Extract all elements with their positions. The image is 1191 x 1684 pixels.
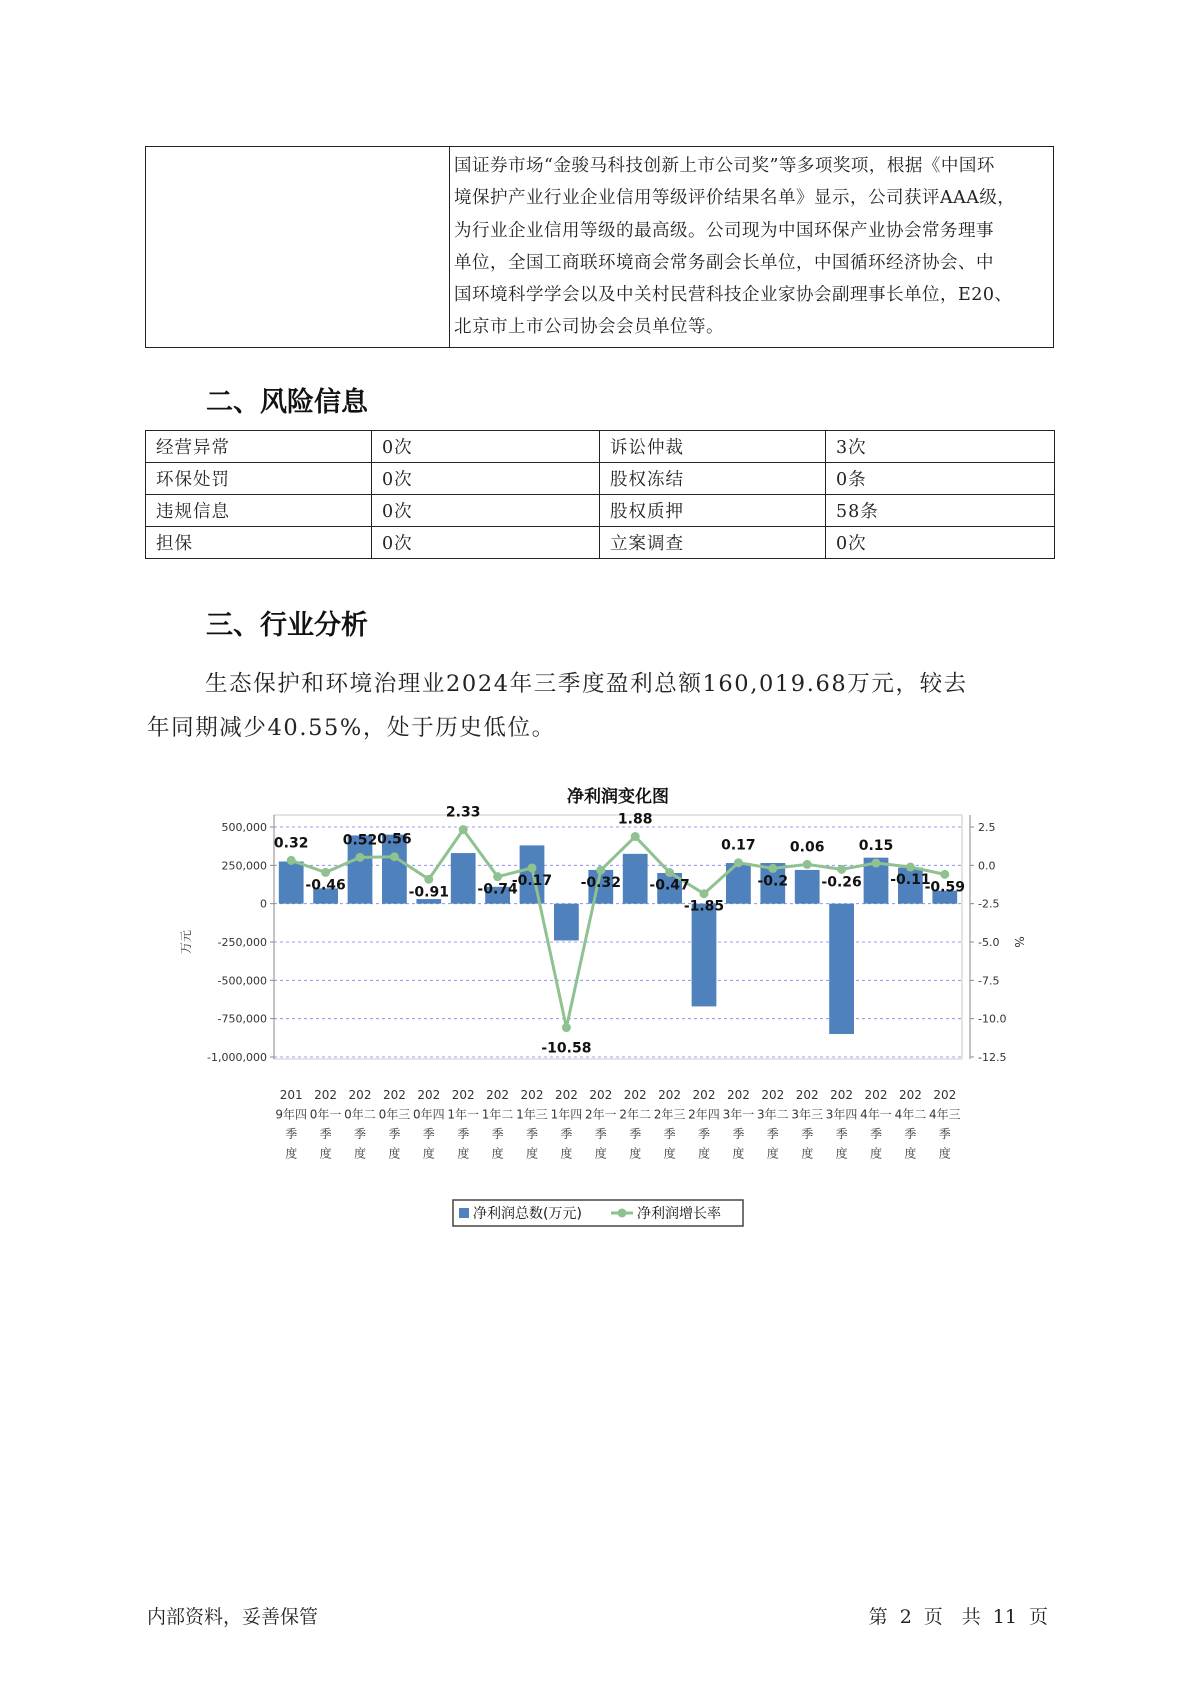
data-label: 1.88	[617, 811, 653, 828]
growth-rate-point	[837, 865, 846, 874]
table-row	[146, 463, 1055, 495]
growth-rate-point	[596, 866, 605, 875]
table-row	[146, 495, 1055, 527]
left-axis-tick-label: 500,000	[221, 821, 267, 834]
growth-rate-point	[631, 832, 640, 841]
growth-rate-point	[493, 872, 502, 881]
left-axis-tick-label: 250,000	[221, 859, 267, 873]
risk-label: 股权冻结	[600, 463, 826, 495]
risk-value: 0次	[372, 495, 600, 527]
data-label: -0.2	[757, 873, 789, 890]
data-label: 0.56	[377, 831, 412, 848]
page-current: 2	[899, 1606, 912, 1628]
bar	[451, 853, 476, 904]
risk-info-table	[145, 430, 1055, 559]
footer-confidential-note: 内部资料，妥善保管	[147, 1606, 319, 1628]
x-axis-category-label: 202 3年一季度	[722, 1088, 755, 1161]
x-axis-category-label: 202 3年三季度	[791, 1088, 824, 1161]
table-label-cell	[146, 147, 450, 348]
industry-paragraph	[147, 662, 1047, 750]
page-mid: 页 共	[923, 1606, 981, 1628]
growth-rate-point	[356, 853, 365, 862]
growth-rate-point	[734, 858, 743, 867]
table-row	[146, 527, 1055, 559]
risk-label: 环保处罚	[146, 463, 372, 495]
right-axis-tick-label: -12.5	[978, 1051, 1007, 1064]
section-title-risk: 二、风险信息	[206, 387, 368, 418]
paragraph-line: 年同期减少40.55%，处于历史低位。	[147, 715, 556, 741]
risk-value: 0次	[372, 527, 600, 559]
left-axis-tick-label: -250,000	[217, 936, 267, 949]
growth-rate-point	[700, 889, 709, 898]
risk-label: 担保	[146, 527, 372, 559]
left-axis-tick-label: -1,000,000	[207, 1051, 267, 1064]
intro-line: 国环境科学学会以及中关村民营科技企业家协会副理事长单位，E20、	[454, 285, 1013, 306]
intro-line: 境保护产业行业企业信用等级评价结果名单》显示，公司获评AAA级，	[454, 188, 1016, 209]
right-axis-tick-label: 0.0	[978, 859, 996, 873]
x-axis-category-label: 202 4年三季度	[928, 1088, 961, 1161]
risk-label: 股权质押	[600, 495, 826, 527]
legend-bar-label: 净利润总数(万元)	[473, 1206, 582, 1222]
x-axis-category-label: 202 2年四季度	[688, 1088, 720, 1161]
intro-line: 为行业企业信用等级的最高级。公司现为中国环保产业协会常务理事	[454, 220, 994, 241]
data-label: -0.47	[649, 877, 690, 894]
bar	[279, 862, 304, 904]
net-profit-chart	[170, 772, 1050, 1242]
page-prefix: 第	[868, 1606, 888, 1628]
data-label: -0.26	[821, 874, 862, 891]
bar	[795, 870, 820, 904]
right-axis-tick-label: -10.0	[978, 1012, 1007, 1026]
paragraph-line: 生态保护和环境治理业2024年三季度盈利总额160,019.68万元，较去	[205, 671, 968, 697]
data-label: -0.59	[924, 879, 965, 896]
right-axis-tick-label: -2.5	[978, 897, 1000, 911]
data-label: 0.06	[789, 839, 825, 856]
data-label: 2.33	[445, 804, 481, 821]
risk-value: 0次	[372, 463, 600, 495]
x-axis-category-label: 202 2年一季度	[584, 1088, 617, 1161]
x-axis-category-label: 202 0年四季度	[412, 1088, 445, 1161]
data-label: 0.15	[858, 838, 894, 855]
growth-rate-point	[459, 825, 468, 834]
x-axis-category-label: 202 1年二季度	[481, 1088, 514, 1161]
table-content-cell	[450, 147, 1054, 348]
intro-line: 单位，全国工商联环境商会常务副会长单位，中国循环经济协会、中	[454, 252, 994, 273]
legend-line-label: 净利润增长率	[637, 1206, 721, 1222]
bar	[623, 854, 648, 904]
x-axis-category-label: 202 4年一季度	[860, 1088, 892, 1161]
x-axis-category-label: 202 1年一季度	[447, 1088, 480, 1161]
left-axis-tick-label: -500,000	[217, 974, 267, 988]
data-label: 0.17	[721, 837, 756, 854]
data-label: -0.17	[511, 872, 553, 889]
growth-rate-point	[803, 860, 812, 869]
right-axis-tick-label: -5.0	[978, 936, 1000, 949]
chart-title: 净利润变化图	[567, 787, 669, 807]
bar	[554, 904, 579, 941]
right-axis-tick-label: 2.5	[978, 821, 996, 834]
page-total: 11	[992, 1606, 1017, 1628]
section-title-industry: 三、行业分析	[206, 610, 368, 641]
growth-rate-point	[321, 868, 330, 877]
risk-value: 0次	[826, 527, 1055, 559]
intro-line: 国证券市场“金骏马科技创新上市公司奖”等多项奖项，根据《中国环	[454, 156, 995, 176]
growth-rate-point	[390, 852, 399, 861]
risk-label: 诉讼仲裁	[600, 431, 826, 463]
bar	[829, 904, 854, 1034]
left-axis-title: 万元	[179, 929, 193, 955]
growth-rate-point	[872, 859, 881, 868]
data-label: -0.91	[408, 884, 449, 901]
x-axis-category-label: 201 9年四季度	[275, 1088, 308, 1161]
data-label: -0.74	[477, 881, 518, 898]
growth-rate-point	[528, 863, 537, 872]
risk-value: 3次	[826, 431, 1055, 463]
growth-rate-point	[768, 864, 777, 873]
growth-rate-point	[665, 868, 674, 877]
x-axis-category-label: 202 0年二季度	[344, 1088, 376, 1161]
risk-value: 0次	[372, 431, 600, 463]
company-intro-table-continued	[145, 146, 1054, 348]
x-axis-category-label: 202 1年三季度	[516, 1088, 548, 1161]
growth-rate-point	[906, 863, 915, 872]
data-label: -1.85	[683, 898, 725, 915]
right-axis-tick-label: -7.5	[978, 974, 1000, 988]
page-suffix: 页	[1028, 1606, 1048, 1628]
left-axis-tick-label: -750,000	[217, 1012, 267, 1026]
bar	[692, 904, 717, 1007]
data-label: -10.58	[541, 1040, 592, 1057]
x-axis-category-label: 202 3年四季度	[825, 1088, 858, 1161]
legend-bar-swatch	[459, 1208, 469, 1218]
growth-rate-point	[562, 1023, 571, 1032]
x-axis-category-label: 202 1年四季度	[550, 1088, 583, 1161]
right-axis-title: %	[1012, 936, 1026, 948]
growth-rate-point	[424, 875, 433, 884]
data-label: -0.46	[305, 877, 346, 894]
risk-value: 0条	[826, 463, 1055, 495]
x-axis-category-label: 202 2年二季度	[619, 1088, 652, 1161]
data-label: -0.32	[580, 875, 621, 892]
growth-rate-point	[287, 856, 296, 865]
x-axis-category-label: 202 2年三季度	[653, 1088, 686, 1161]
data-label: 0.52	[342, 832, 378, 849]
legend-line-marker	[618, 1209, 627, 1218]
x-axis-category-label: 202 3年二季度	[756, 1088, 789, 1161]
risk-label: 违规信息	[146, 495, 372, 527]
risk-value: 58条	[826, 495, 1055, 527]
x-axis-category-label: 202 0年三季度	[378, 1088, 411, 1161]
footer-page-number	[863, 1602, 1054, 1629]
growth-rate-point	[940, 870, 949, 879]
risk-label: 立案调查	[600, 527, 826, 559]
table-row	[146, 431, 1055, 463]
left-axis-tick-label: 0	[260, 897, 267, 911]
risk-label: 经营异常	[146, 431, 372, 463]
x-axis-category-label: 202 4年二季度	[894, 1088, 927, 1161]
x-axis-category-label: 202 0年一季度	[309, 1088, 342, 1161]
data-label: -0.11	[890, 872, 931, 889]
data-label: 0.32	[273, 835, 309, 852]
intro-line: 北京市上市公司协会会员单位等。	[454, 317, 724, 338]
